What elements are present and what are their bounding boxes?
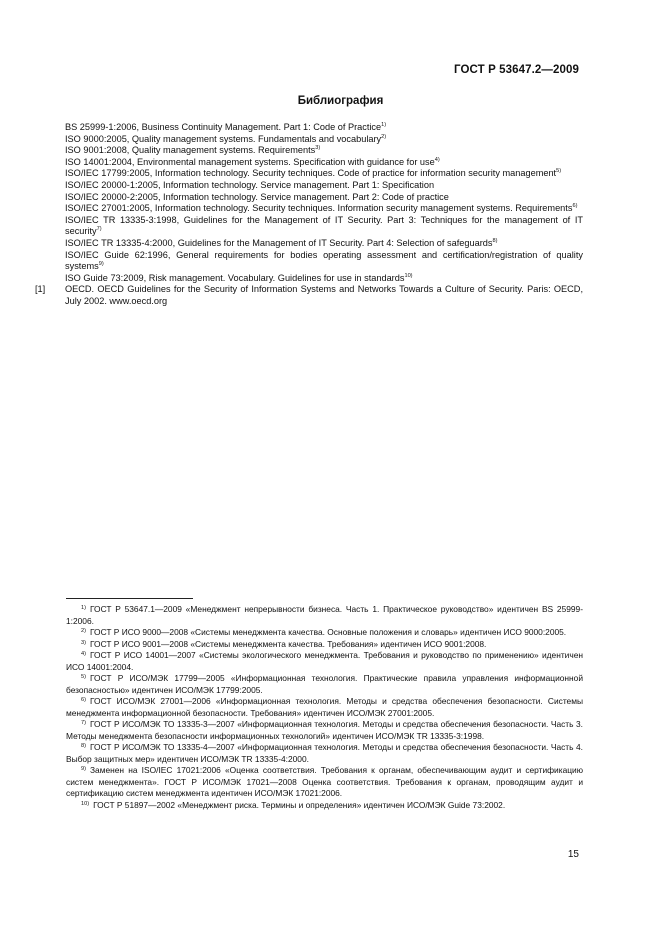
footnote-mark: 10) [81,800,90,807]
footnote [66,604,583,627]
bibliography-entry-text: ISO/IEC 17799:2005, Information technology. Security techniques. Code of practice for information security management [65,168,557,179]
bibliography-entry [65,250,583,273]
bibliography-entry [65,168,583,180]
footnote-reference: 9) [98,261,104,268]
bibliography-entry-text: ISO 9000:2005, Quality management systems. Fundamentals and vocabulary [65,133,382,144]
footnote-mark: 1) [81,605,86,611]
footnote-text: ГОСТ Р ИСО 9000—2008 «Системы менеджмента качества. Основные положения и словарь» идентичен ИСО 9000:2005. [89,627,567,637]
footnote-reference: 6) [572,203,578,210]
footnote-text: Заменен на ISO/IEC 17021:2006 «Оценка соответствия. Требования к органам, обеспечивающим аудит и сертификацию систем менеджмента». ГОСТ Р ИСО/МЭК 17021—2008 Оценка соответствия. Требования к органам, проводящим аудит и сертификацию систем менеджмента идентичен ИСО/МЭК 17021:2006. [66,765,583,798]
footnote-text: ГОСТ Р ИСО/МЭК 17799—2005 «Информационная технология. Практические правила управления информационной безопасностью» идентичен ИСО/МЭК 17799:2005. [66,673,583,695]
bibliography-entry-text: ISO/IEC TR 13335-4:2000, Guidelines for the Management of IT Security. Part 4: Selection of safeguards [65,237,493,248]
bibliography-entry-text: BS 25999-1:2006, Business Continuity Management. Part 1: Code of Practice [65,122,382,132]
bibliography-entry-number: [1] [35,284,46,295]
bibliography-entry [65,122,583,134]
bibliography-entry-text: ISO/IEC Guide 62:1996, General requirements for bodies operating assessment and certification/registration of quality systems [65,249,583,272]
footnote-mark: 4) [81,651,86,657]
footnote-mark: 3) [81,639,86,646]
footnotes-list [66,604,583,811]
bibliography-heading: Библиография [297,95,384,107]
bibliography-entry-text: ISO/IEC 27001:2005, Information technology. Security techniques. Information security management systems. Requirements [65,203,573,214]
footnote-reference: 8) [492,237,498,244]
footnote [66,650,583,673]
footnote-reference: 5) [556,168,562,175]
footnote-text: ГОСТ ИСО/МЭК 27001—2006 «Информационная технология. Методы и средства обеспечения безопасности. Системы менеджмента информационной безопасности. Требования» идентичен ИСО/МЭК 27001:2005. [66,696,583,718]
bibliography-entry [35,284,583,307]
footnote-text: ГОСТ Р 53647.1—2009 «Менеджмент непрерывности бизнеса. Часть 1. Практическое руководство» идентичен BS 25999-1:2006. [66,604,583,626]
bibliography-entry [65,134,583,146]
footnote-reference: 4) [434,156,440,163]
bibliography-entry [65,192,583,204]
footnote-reference: 2) [381,133,387,140]
footnote-separator [66,598,193,599]
footnote [66,639,583,651]
bibliography-entry-text: OECD. OECD Guidelines for the Security of Information Systems and Networks Towards a Culture of Security. Paris: OECD, July 2002. www.oecd.org [65,284,583,306]
footnote-reference: 10) [404,272,413,279]
footnote [66,765,583,800]
footnote-mark: 9) [81,766,86,772]
footnote [66,742,583,765]
bibliography-entry-text: ISO 9001:2008, Quality management systems. Requirements [65,145,316,156]
bibliography-entry [65,215,583,238]
bibliography-entry-text: ISO/IEC 20000-1:2005, Information technology. Service management. Part 1: Specification [65,179,435,190]
bibliography-entry [65,145,583,157]
footnote [66,627,583,639]
bibliography-entry-text: ISO Guide 73:2009, Risk management. Vocabulary. Guidelines for use in standards [65,272,405,283]
footnote-reference: 1) [381,122,387,128]
footnote-text: ГОСТ Р ИСО/МЭК ТО 13335-3—2007 «Информационная технология. Методы и средства обеспечения безопасности. Часть 3. Методы менеджмента безопасности информационных технологий» идентичен ИСО/МЭК TR 13335-3:1998. [66,719,583,741]
footnote-text: ГОСТ Р ИСО 14001—2007 «Системы экологического менеджмента. Требования и руководство по применению» идентичен ИСО 14001:2004. [66,650,583,672]
footnote [66,719,583,742]
bibliography-entry [65,273,583,285]
bibliography-entry-text: ISO/IEC 20000-2:2005, Information technology. Service management. Part 2: Code of practice [65,191,449,202]
footnote [66,673,583,696]
footnote [66,800,583,812]
footnote-text: ГОСТ Р ИСО/МЭК ТО 13335-4—2007 «Информационная технология. Методы и средства обеспечения безопасности. Часть 4. Выбор защитных мер» идентичен ИСО/МЭК TR 13335-4:2000. [66,742,583,764]
document-code: ГОСТ Р 53647.2—2009 [454,64,579,76]
footnote-mark: 2) [81,628,86,634]
bibliography-entry [65,238,583,250]
bibliography-entry [65,180,583,192]
footnote [66,696,583,719]
bibliography-list [35,122,583,308]
footnote-text: ГОСТ Р 51897—2002 «Менеджмент риска. Термины и определения» идентичен ИСО/МЭК Guide 73:2002. [93,799,506,810]
footnote-reference: 3) [315,145,321,152]
footnote-text: ГОСТ Р ИСО 9001—2008 «Системы менеджмента качества. Требования» идентичен ИСО 9001:2008. [89,638,487,649]
footnote-mark: 5) [81,674,86,680]
bibliography-entry [65,203,583,215]
bibliography-entry-text: ISO 14001:2004, Environmental management systems. Specification with guidance for use [65,156,435,167]
bibliography-entry-text: ISO/IEC TR 13335-3:1998, Guidelines for the Management of IT Security. Part 3: Techniques for the management of IT security [65,214,583,237]
footnote-mark: 7) [81,720,86,726]
footnote-reference: 7) [96,226,102,233]
page-number: 15 [567,849,579,860]
footnote-mark: 8) [81,743,86,749]
bibliography-entry [65,157,583,169]
footnote-mark: 6) [81,697,86,703]
